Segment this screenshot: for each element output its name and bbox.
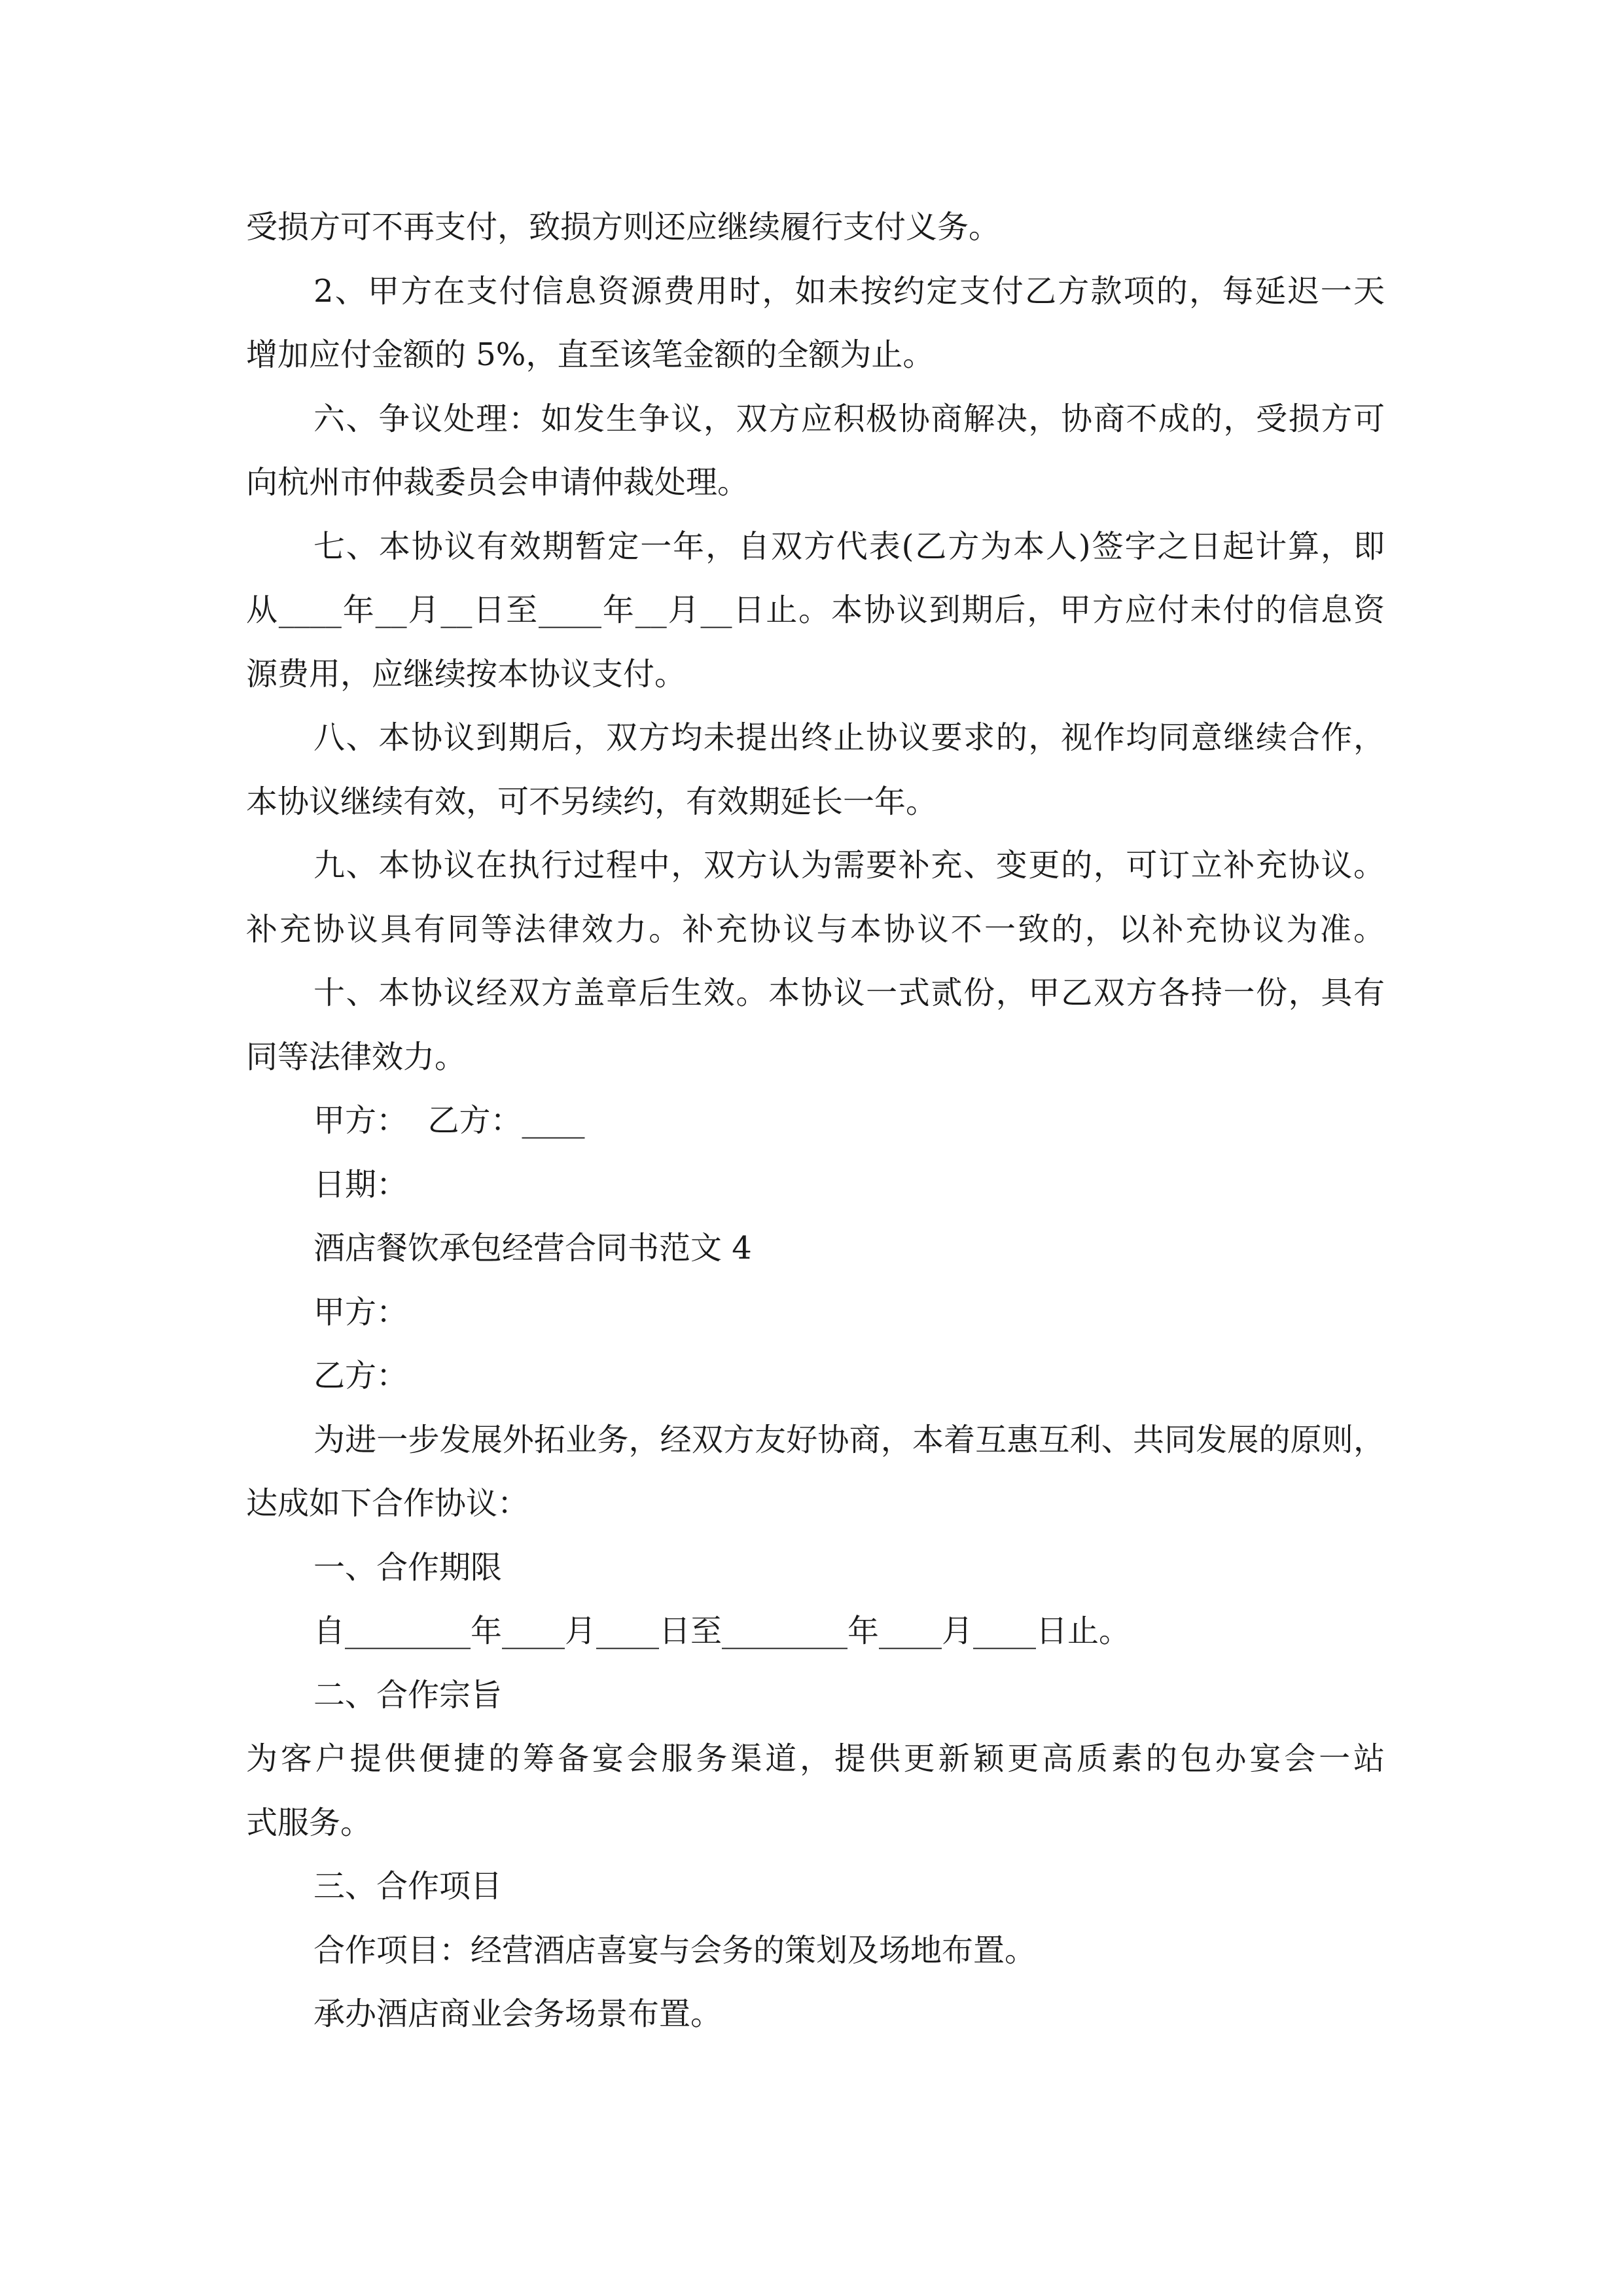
text-line: 合作项目：经营酒店喜宴与会务的策划及场地布置。 (313, 1931, 1037, 1969)
text-line: 本协议继续有效，可不另续约，有效期延长一年。 (246, 783, 938, 820)
text-line: 三、合作项目 (313, 1868, 503, 1905)
text-line: 为客户提供便捷的筹备宴会服务渠道，提供更新颖更高质素的包办宴会一站 (246, 1740, 1385, 1777)
text-line: 六、争议处理：如发生争议，双方应积极协商解决，协商不成的，受损方可 (313, 400, 1385, 437)
text-line: 2、甲方在支付信息资源费用时，如未按约定支付乙方款项的，每延迟一天 (313, 272, 1385, 310)
text-line: 式服务。 (246, 1804, 372, 1841)
text-line: 乙方： (313, 1357, 408, 1394)
text-line: 甲方： (313, 1293, 408, 1331)
text-line: 八、本协议到期后，双方均未提出终止协议要求的，视作均同意继续合作， (313, 719, 1385, 756)
text-line: 二、合作宗旨 (313, 1676, 503, 1713)
text-line: 增加应付金额的 5%，直至该笔金额的全额为止。 (246, 336, 935, 373)
text-line: 同等法律效力。 (246, 1038, 467, 1075)
text-line: 酒店餐饮承包经营合同书范文 4 (313, 1230, 752, 1266)
text-line: 七、本协议有效期暂定一年，自双方代表(乙方为本人)签字之日起计算，即 (313, 528, 1385, 565)
text-line: 十、本协议经双方盖章后生效。本协议一式贰份，甲乙双方各持一份，具有 (313, 975, 1385, 1011)
text-line: 为进一步发展外拓业务，经双方友好协商，本着互惠互利、共同发展的原则， (313, 1421, 1385, 1458)
text-line: 向杭州市仲裁委员会申请仲裁处理。 (246, 464, 749, 501)
text-line: 达成如下合作协议： (246, 1485, 529, 1522)
text-line: 一、合作期限 (313, 1549, 503, 1586)
text-line: 承办酒店商业会务场景布置。 (313, 1996, 722, 2032)
text-line: 受损方可不再支付，致损方则还应继续履行支付义务。 (246, 209, 1001, 245)
text-line: 自________年____月____日至________年____月____日止。 (313, 1613, 1131, 1649)
text-line: 源费用，应继续按本协议支付。 (246, 655, 687, 692)
text-line: 补充协议具有同等法律效力。补充协议与本协议不一致的，以补充协议为准。 (246, 910, 1385, 948)
text-line: 九、本协议在执行过程中，双方认为需要补充、变更的，可订立补充协议。 (313, 847, 1385, 884)
text-line: 日期： (313, 1166, 408, 1203)
text-line: 从____年__月__日至____年__月__日止。本协议到期后，甲方应付未付的信息资 (246, 592, 1385, 628)
document-page (246, 196, 1385, 2047)
text-line: 甲方： 乙方：____ (313, 1102, 585, 1139)
